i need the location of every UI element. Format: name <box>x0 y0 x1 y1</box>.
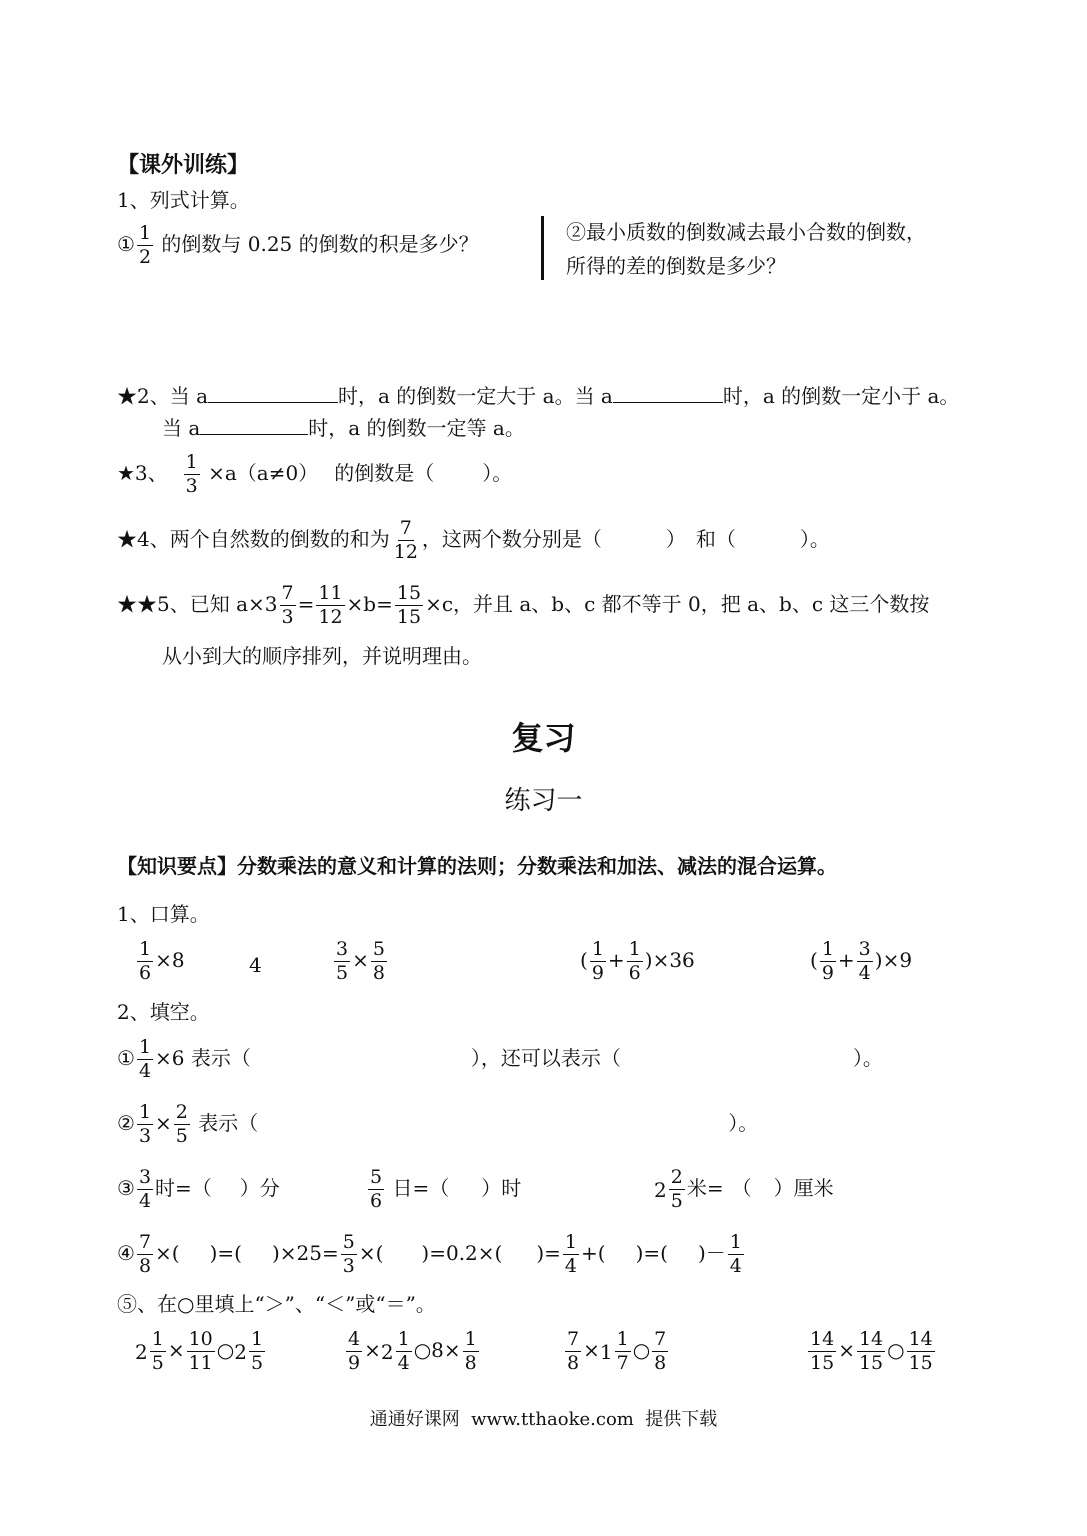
q5-text: ×c，并且 a、b、c 都不等于 0，把 a、b、c 这三个数按 <box>425 592 930 616</box>
fraction <box>137 1233 153 1276</box>
numerator: 3 <box>336 938 349 960</box>
q1-label: 1、列式计算。 <box>117 188 250 212</box>
numerator: 2 <box>175 1101 188 1123</box>
fill-f5-label: ⑤、在○里填上“＞”、“＜”或“＝”。 <box>117 1292 436 1316</box>
fraction <box>137 1038 153 1081</box>
numerator: 1 <box>151 1328 164 1350</box>
fill-f4 <box>117 1233 746 1276</box>
denominator: 9 <box>348 1352 361 1374</box>
fraction <box>184 453 200 496</box>
denominator: 2 <box>138 246 152 268</box>
numerator: 3 <box>138 1166 152 1188</box>
fill-text: 表示（ <box>198 1111 259 1135</box>
numerator: 1 <box>139 938 152 960</box>
fill-text: +( <box>581 1241 606 1265</box>
fill-text: ），还可以表示（ <box>470 1046 621 1070</box>
numerator: 1 <box>628 938 641 960</box>
q1b-line1: ②最小质数的倒数减去最小合数的倒数， <box>566 220 926 244</box>
fraction <box>187 1330 215 1373</box>
expr-text: × <box>167 1338 185 1362</box>
compare-c4 <box>806 1330 937 1373</box>
q2-text: 时，a 的倒数一定小于 a。 <box>722 384 960 408</box>
fraction <box>463 1330 479 1373</box>
expr-text: ( <box>580 948 588 972</box>
numerator: 7 <box>567 1328 580 1350</box>
numerator: 7 <box>281 582 294 604</box>
fill-text: ）厘米 <box>773 1176 834 1200</box>
fraction <box>627 940 643 983</box>
denominator: 15 <box>908 1352 933 1374</box>
numerator: 1 <box>185 451 198 473</box>
fill-text: )－ <box>697 1241 726 1265</box>
compare-c2 <box>344 1330 481 1373</box>
q2-text: 时，a 的倒数一定大于 a。当 a <box>338 384 613 408</box>
fraction <box>341 1233 357 1276</box>
fill-text: )=0.2×( <box>421 1241 503 1265</box>
expr-text: + <box>837 948 855 972</box>
q4-text: ★4、两个自然数的倒数的和为 <box>117 527 390 551</box>
fraction <box>316 584 344 627</box>
fraction <box>137 940 153 983</box>
review-title: 复习 <box>511 719 576 757</box>
answer-blank[interactable] <box>208 402 338 403</box>
numerator: 5 <box>370 1166 383 1188</box>
q2-text: ★2、当 a <box>117 384 209 408</box>
fraction <box>669 1168 685 1211</box>
column-divider <box>541 216 544 280</box>
denominator: 4 <box>729 1255 742 1277</box>
denominator: 12 <box>393 541 418 563</box>
denominator: 6 <box>370 1190 383 1212</box>
q5-line2: 从小到大的顺序排列，并说明理由。 <box>162 644 482 668</box>
expr-text: ×8 <box>155 948 185 972</box>
numerator: 14 <box>810 1328 835 1350</box>
denominator: 3 <box>281 606 294 628</box>
q2-text: 当 a <box>162 416 201 440</box>
q2-line1 <box>117 386 959 406</box>
denominator: 8 <box>654 1352 667 1374</box>
fraction <box>857 1330 885 1373</box>
mixed-number <box>135 1330 168 1373</box>
fraction <box>137 1103 153 1146</box>
fraction <box>728 1233 744 1276</box>
denominator: 5 <box>250 1352 264 1374</box>
expr-text: × <box>352 948 369 972</box>
extra-section-title: 【课外训练】 <box>117 152 250 178</box>
fill-text: )×25= <box>271 1241 339 1265</box>
numerator: 1 <box>729 1231 742 1253</box>
expr-text: ( <box>810 948 818 972</box>
whole-part: 1 <box>599 1339 613 1364</box>
numerator: 14 <box>908 1328 933 1350</box>
compare-circle[interactable]: ○ <box>887 1338 905 1362</box>
denominator: 9 <box>591 962 604 984</box>
numerator: 11 <box>318 582 343 604</box>
q3 <box>117 453 512 496</box>
fill-f3c <box>654 1168 834 1211</box>
fraction <box>346 1330 362 1373</box>
fill-text: 日=（ <box>392 1176 450 1200</box>
expr-text: + <box>607 948 625 972</box>
numerator: 1 <box>616 1328 629 1350</box>
numerator: 15 <box>396 582 422 604</box>
numerator: 1 <box>564 1231 577 1253</box>
fraction <box>565 1330 581 1373</box>
key-points: 【知识要点】分数乘法的意义和计算的法则；分数乘法和加法、减法的混合运算。 <box>117 854 837 878</box>
numerator: 1 <box>464 1328 477 1350</box>
fill-f3a <box>117 1168 280 1211</box>
fraction <box>280 584 296 627</box>
whole-part: 2 <box>654 1177 667 1202</box>
compare-c1 <box>135 1330 267 1373</box>
q3-text: 的倒数是（ <box>334 461 435 485</box>
whole-part: 2 <box>380 1339 394 1364</box>
q5-text: ×b= <box>346 592 393 616</box>
page-footer: 通通好课网 www.tthaoke.com 提供下载 <box>369 1409 718 1430</box>
mixed-number <box>600 1330 633 1373</box>
expr-text: )×9 <box>874 948 913 972</box>
numerator: 3 <box>858 938 871 960</box>
q3-text: ）。 <box>482 461 513 485</box>
denominator: 5 <box>151 1352 164 1374</box>
fraction <box>249 1330 265 1373</box>
oral-label: 1、口算。 <box>117 902 210 926</box>
fraction <box>150 1330 166 1373</box>
fill-text: ）。 <box>852 1046 883 1070</box>
fill-text: ×6 表示（ <box>155 1046 251 1070</box>
denominator: 5 <box>336 962 349 984</box>
q1a-text: 的倒数与 0.25 的倒数的积是多少？ <box>161 232 479 256</box>
q5-text: ★★5、已知 a×3 <box>117 592 278 616</box>
numerator: 14 <box>858 1328 884 1350</box>
oral-e4 <box>580 940 695 983</box>
fraction <box>652 1330 668 1373</box>
q3-text: ×a（a≠0） <box>208 461 319 485</box>
fill-f1 <box>117 1038 883 1081</box>
oral-e5 <box>810 940 912 983</box>
q1a-prefix: ① <box>117 232 135 256</box>
q4-text: ，这两个数分别是（ <box>421 527 602 551</box>
q2-line2 <box>162 418 525 438</box>
fraction <box>368 1168 384 1211</box>
denominator: 15 <box>858 1352 884 1374</box>
numerator: 1 <box>397 1328 410 1350</box>
fraction <box>563 1233 579 1276</box>
fill-text: )=( <box>635 1241 668 1265</box>
item-prefix: ① <box>117 1046 135 1070</box>
compare-circle[interactable]: ○ <box>413 1338 432 1362</box>
numerator: 5 <box>372 938 385 960</box>
numerator: 1 <box>591 938 604 960</box>
fraction <box>808 1330 836 1373</box>
numerator: 1 <box>250 1328 264 1350</box>
fraction <box>137 1168 153 1211</box>
denominator: 9 <box>821 962 834 984</box>
denominator: 6 <box>628 962 641 984</box>
denominator: 6 <box>139 962 152 984</box>
whole-part: 2 <box>234 1339 247 1364</box>
q1b-line2: 所得的差的倒数是多少？ <box>566 254 786 278</box>
whole-part: 2 <box>135 1339 148 1364</box>
oral-e1 <box>135 940 185 983</box>
q5-text: = <box>297 592 315 616</box>
compare-circle[interactable]: ○ <box>216 1338 235 1362</box>
fill-text: 米= <box>686 1176 724 1200</box>
fraction <box>615 1330 631 1373</box>
denominator: 11 <box>188 1352 213 1374</box>
fill-text: )= <box>536 1241 561 1265</box>
numerator: 10 <box>188 1328 213 1350</box>
fill-text: ×( <box>155 1241 180 1265</box>
q1-part-a <box>117 224 479 267</box>
fill-text: × <box>155 1111 172 1135</box>
answer-blank[interactable] <box>613 402 723 403</box>
q5-line1 <box>117 584 929 627</box>
mixed-number <box>654 1168 687 1211</box>
oral-e3 <box>332 940 389 983</box>
q4-text: ） <box>665 527 686 551</box>
numerator: 7 <box>138 1231 152 1253</box>
fill-text: ）时 <box>481 1176 522 1200</box>
fraction <box>392 519 420 562</box>
q2-text: 时，a 的倒数一定等 a。 <box>308 416 525 440</box>
numerator: 1 <box>138 1101 152 1123</box>
denominator: 3 <box>185 475 198 497</box>
fraction <box>395 584 423 627</box>
answer-blank[interactable] <box>200 434 308 435</box>
fill-f2 <box>117 1103 758 1146</box>
fraction <box>907 1330 935 1373</box>
expr-text: × <box>583 1338 600 1362</box>
oral-e2: 4 <box>249 953 262 977</box>
fraction <box>820 940 836 983</box>
denominator: 4 <box>397 1352 410 1374</box>
q3-prefix: ★3、 <box>117 461 168 485</box>
denominator: 12 <box>318 606 343 628</box>
numerator: 1 <box>821 938 834 960</box>
fraction <box>371 940 387 983</box>
expr-text: 8× <box>431 1338 461 1362</box>
denominator: 8 <box>464 1352 477 1374</box>
fraction <box>396 1330 412 1373</box>
q4-text: ）。 <box>799 527 830 551</box>
fraction <box>174 1103 190 1146</box>
denominator: 15 <box>810 1352 835 1374</box>
denominator: 8 <box>372 962 385 984</box>
numerator: 7 <box>399 517 412 539</box>
fraction <box>137 224 153 267</box>
compare-c3 <box>563 1330 670 1373</box>
item-prefix: ③ <box>117 1176 135 1200</box>
q4-text: 和（ <box>695 527 736 551</box>
denominator: 4 <box>564 1255 577 1277</box>
denominator: 15 <box>396 606 422 628</box>
fill-text: （ <box>731 1176 752 1200</box>
fill-text: 时=（ <box>155 1176 212 1200</box>
compare-circle[interactable]: ○ <box>632 1338 651 1362</box>
denominator: 3 <box>342 1255 355 1277</box>
expr-text: × <box>838 1338 855 1362</box>
item-prefix: ② <box>117 1111 135 1135</box>
item-prefix: ④ <box>117 1241 135 1265</box>
denominator: 4 <box>138 1190 152 1212</box>
fraction <box>857 940 873 983</box>
denominator: 8 <box>567 1352 580 1374</box>
fill-label: 2、填空。 <box>117 1000 210 1024</box>
denominator: 8 <box>138 1255 152 1277</box>
denominator: 3 <box>138 1125 152 1147</box>
denominator: 5 <box>175 1125 188 1147</box>
fill-f3b <box>366 1168 521 1211</box>
mixed-number <box>381 1330 414 1373</box>
mixed-number <box>234 1330 267 1373</box>
numerator: 1 <box>138 1036 152 1058</box>
denominator: 5 <box>670 1190 683 1212</box>
fill-text: ）分 <box>239 1176 280 1200</box>
expr-text: )×36 <box>644 948 695 972</box>
numerator: 5 <box>342 1231 355 1253</box>
numerator: 2 <box>670 1166 683 1188</box>
fill-text: ×( <box>358 1241 384 1265</box>
fraction <box>590 940 606 983</box>
denominator: 7 <box>616 1352 629 1374</box>
expr-text: × <box>364 1338 381 1362</box>
review-subtitle: 练习一 <box>504 786 583 816</box>
fraction <box>334 940 350 983</box>
denominator: 4 <box>138 1060 152 1082</box>
fill-text: ）。 <box>728 1111 759 1135</box>
fill-text: )=( <box>209 1241 242 1265</box>
numerator: 4 <box>348 1328 361 1350</box>
numerator: 1 <box>138 222 152 244</box>
numerator: 7 <box>654 1328 667 1350</box>
q4 <box>117 519 830 562</box>
denominator: 4 <box>858 962 871 984</box>
